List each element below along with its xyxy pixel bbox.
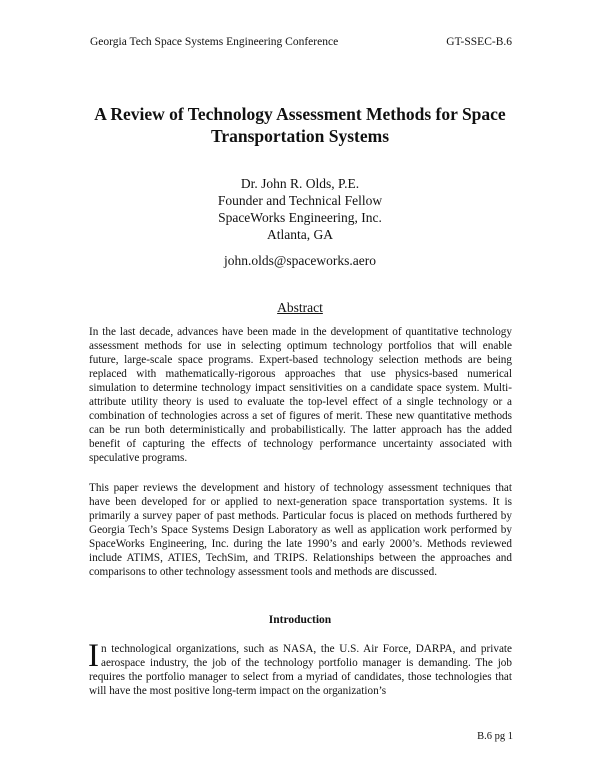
- header-conference-name: Georgia Tech Space Systems Engineering Conference: [90, 36, 339, 48]
- paper-title-line-1: A Review of Technology Assessment Methods for Space: [94, 104, 506, 124]
- page-number: B.6 pg 1: [477, 731, 513, 742]
- drop-cap: I: [88, 638, 99, 674]
- abstract-heading: Abstract: [277, 300, 323, 315]
- author-block: [60, 175, 540, 243]
- author-location: Atlanta, GA: [267, 227, 333, 242]
- author-role: Founder and Technical Fellow: [217, 193, 383, 208]
- introduction-heading: Introduction: [268, 614, 332, 626]
- introduction-text: n technological organizations, such as NASA, the U.S. Air Force, DARPA, and private aerospace industry, the job of the technology portfolio manager is demanding. The job requires the portfolio manager to select from a myriad of candidates, those technologies that will have the most positive long-term impact on the organization’s: [89, 643, 512, 697]
- header-paper-id: GT-SSEC-B.6: [446, 36, 512, 48]
- author-organization: SpaceWorks Engineering, Inc.: [218, 210, 382, 225]
- running-header: [90, 36, 512, 48]
- introduction-paragraph: [88, 638, 512, 698]
- author-email: john.olds@spaceworks.aero: [224, 253, 376, 268]
- paper-title-line-2: Transportation Systems: [210, 126, 390, 146]
- abstract-paragraph-2: This paper reviews the development and history of technology assessment techniques that have been developed for or applied to next-generation space transportation systems. It is primarily a survey paper of past methods. Particular focus is placed on methods furthered by Georgia Tech’s Space Systems Design Laboratory as well as application work performed by SpaceWorks Engineering, Inc. during the late 1990’s and early 2000’s. Methods reviewed include ATIMS, ATIES, TechSim, and TRIPS. Relationships between the approaches and comparisons to other technology assessment tools and methods are discussed.: [89, 482, 512, 578]
- paper-title: [60, 103, 540, 147]
- abstract-paragraph-1: In the last decade, advances have been made in the development of quantitative technology assessment methods for use in selecting optimum technology portfolios that will enable future, large-scale space programs. Expert-based technology selection methods are being replaced with mathematically-rigorous approaches that use physics-based numerical simulation to determine technology impact sensitivities on a candidate space system. Multi-attribute utility theory is used to evaluate the top-level effect of a single technology or a combination of technologies across a set of figures of merit. These new quantitative methods can be run both deterministically and probabilistically. The latter approach has the added benefit of capturing the effects of technology performance uncertainty associated with speculative programs.: [89, 326, 512, 464]
- author-name: Dr. John R. Olds, P.E.: [240, 176, 360, 191]
